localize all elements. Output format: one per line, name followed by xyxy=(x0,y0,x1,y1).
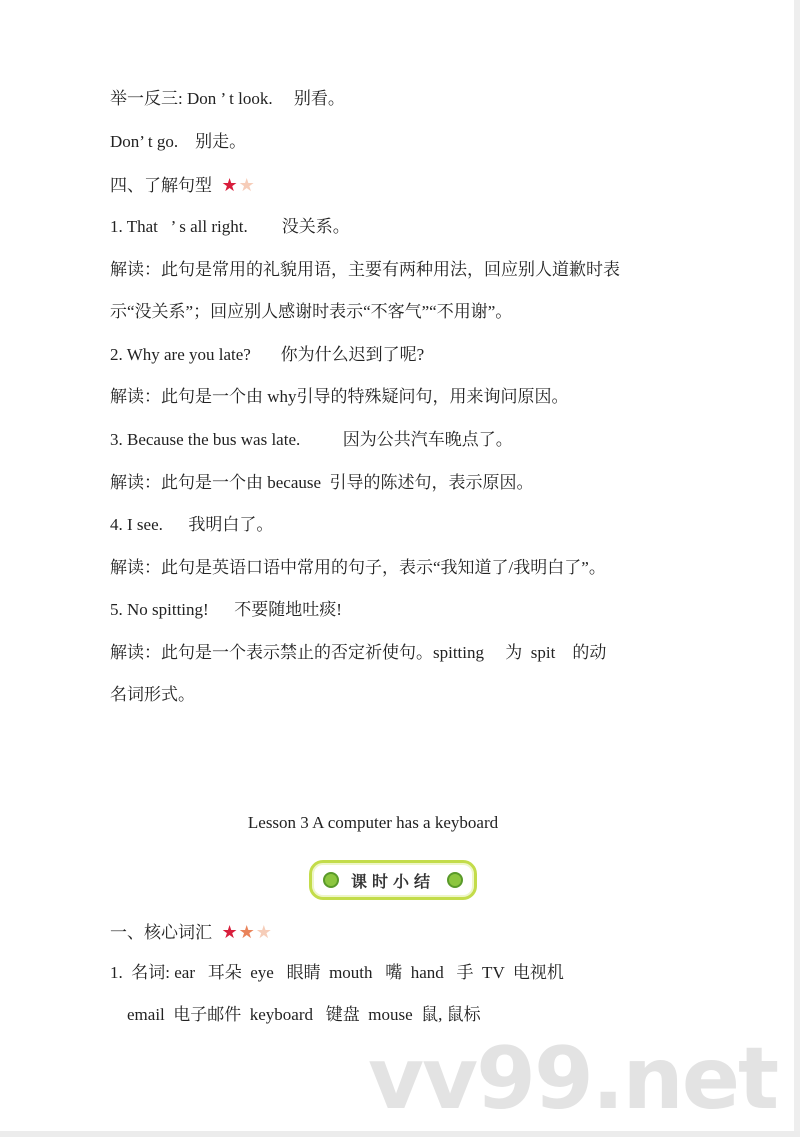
page-bottom-edge xyxy=(0,1131,800,1137)
vocab-line-2: email 电子邮件 keyboard 键盘 mouse 鼠, 鼠标 xyxy=(110,1005,481,1024)
explanation-1a: 解读：此句是常用的礼貌用语，主要有两种用法，回应别人道歉时表 xyxy=(110,260,620,279)
heading-text: 一、核心词汇 xyxy=(110,923,212,942)
dot-icon xyxy=(323,872,339,888)
heading-text: 四、了解句型 xyxy=(110,176,212,195)
example-line-2: Don’ t go. 别走。 xyxy=(110,132,247,151)
explanation-5a: 解读：此句是一个表示禁止的否定祈使句。spitting 为 spit 的动 xyxy=(110,643,607,662)
explanation-2: 解读：此句是一个由 why引导的特殊疑问句，用来询问原因。 xyxy=(110,387,569,406)
vocab-line-1: 1. 名词: ear 耳朵 eye 眼睛 mouth 嘴 hand 手 TV 电视机 xyxy=(110,963,564,982)
badge-text: 课时小结 xyxy=(350,871,435,891)
star-icon: ★ xyxy=(238,922,255,942)
lesson-title: Lesson 3 A computer has a keyboard xyxy=(247,813,499,832)
watermark: vv99.net xyxy=(368,1029,778,1129)
top-bar xyxy=(0,0,800,64)
sentence-4: 4. I see. 我明白了。 xyxy=(110,515,274,534)
sentence-3: 3. Because the bus was late. 因为公共汽车晚点了。 xyxy=(110,430,513,449)
explanation-5b: 名词形式。 xyxy=(110,685,195,704)
star-icon: ★ xyxy=(238,175,255,195)
section-heading-sentence-patterns xyxy=(110,174,255,197)
lesson-summary-badge xyxy=(309,860,477,900)
sentence-2: 2. Why are you late? 你为什么迟到了呢? xyxy=(110,345,425,364)
explanation-1b: 示“没关系”；回应别人感谢时表示“不客气”“不用谢”。 xyxy=(110,302,513,321)
explanation-4: 解读：此句是英语口语中常用的句子，表示“我知道了/我明白了”。 xyxy=(110,558,606,577)
explanation-3: 解读：此句是一个由 because 引导的陈述句，表示原因。 xyxy=(110,473,534,492)
star-icon: ★ xyxy=(255,922,272,942)
section-heading-core-vocab xyxy=(110,921,272,944)
example-line-1: 举一反三: Don ’ t look. 别看。 xyxy=(110,89,345,108)
sentence-1: 1. That ’ s all right. 没关系。 xyxy=(110,217,350,236)
dot-icon xyxy=(447,872,463,888)
page-edge xyxy=(794,0,800,1137)
star-icon: ★ xyxy=(221,175,238,195)
star-icon: ★ xyxy=(221,922,238,942)
sentence-5: 5. No spitting! 不要随地吐痰! xyxy=(110,600,342,619)
